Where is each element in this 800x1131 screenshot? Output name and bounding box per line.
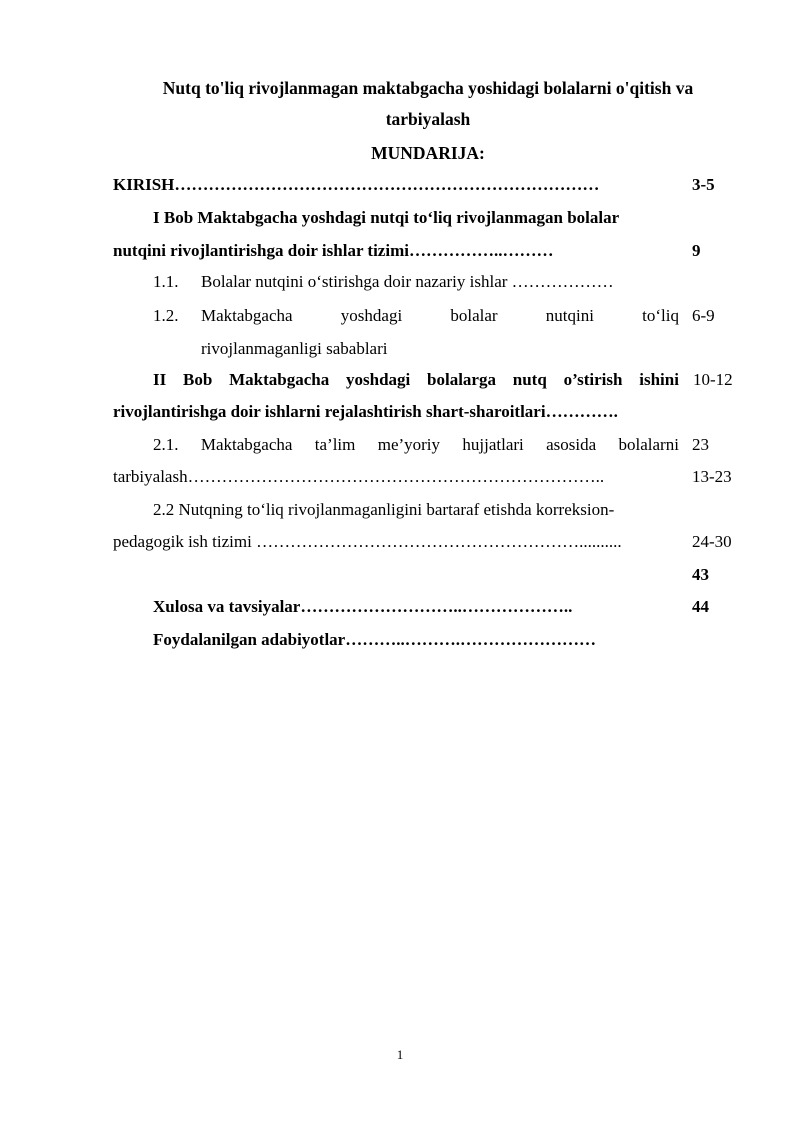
toc-bob1-line1: I Bob Maktabgacha yoshdagi nutqi to‘liq rivojlanmagan bolalar	[153, 208, 620, 227]
word: bolalar	[450, 306, 498, 325]
word: nutqini	[545, 306, 594, 325]
toc-extra-page: 43	[692, 565, 709, 584]
word: II	[153, 370, 167, 389]
toc-2-2-line2: pedagogik ish tizimi …………………………………………………..........	[113, 532, 622, 551]
word: to‘liq	[642, 306, 679, 325]
toc-bob2-line1	[153, 369, 679, 391]
toc-1-2-line2: rivojlanmaganligi sabablari	[201, 339, 388, 358]
toc-kirish-page: 3-5	[692, 175, 715, 194]
word: hujjatlari	[462, 435, 524, 454]
toc-2-1-page-a: 23	[692, 435, 709, 454]
word: ishini	[639, 370, 679, 389]
toc-xulosa: Xulosa va tavsiyalar………………………..………………..	[153, 597, 573, 616]
document-title-line2: tarbiyalash	[385, 109, 471, 129]
contents-heading: MUNDARIJA:	[371, 143, 485, 163]
toc-2-1-page-b: 13-23	[692, 467, 732, 486]
word: Bob	[183, 370, 213, 389]
word: asosida	[546, 435, 597, 454]
word: me’yoriy	[377, 435, 441, 454]
toc-foydalanilgan: Foydalanilgan adabiyotlar………..……….……………………	[153, 630, 596, 649]
toc-kirish: KIRISH…………………………………………………………………	[113, 175, 600, 194]
toc-1-1-text: Bolalar nutqini o‘stirishga doir nazariy ishlar ………………	[201, 272, 614, 291]
toc-2-1-line2: tarbiyalash………………………………………………………………..	[113, 467, 605, 486]
toc-bob2-line2: rivojlantirishga doir ishlarni rejalashtirish shart-sharoitlari………….	[113, 402, 618, 421]
toc-1-1-number: 1.1.	[153, 272, 179, 291]
toc-2-2-line1: 2.2 Nutqning to‘liq rivojlanmaganligini bartaraf etishda korreksion-	[153, 500, 615, 519]
word: 2.1.	[153, 435, 179, 454]
word: Maktabgacha	[201, 306, 293, 325]
word: Maktabgacha	[200, 435, 293, 454]
word: Maktabgacha	[229, 370, 330, 389]
page-number: 1	[396, 1047, 404, 1062]
toc-xulosa-page: 44	[692, 597, 709, 616]
word: ta’lim	[314, 435, 356, 454]
toc-1-2-line1	[201, 305, 679, 327]
toc-2-2-page: 24-30	[692, 532, 732, 551]
toc-bob2-page: 10-12	[693, 370, 733, 389]
word: nutq	[512, 370, 547, 389]
toc-bob1-page: 9	[692, 241, 701, 260]
toc-bob1-line2: nutqini rivojlantirishga doir ishlar tizimi……………..………	[113, 241, 554, 260]
toc-1-2-page: 6-9	[692, 306, 715, 325]
word: bolalarni	[618, 435, 679, 454]
word: yoshdagi	[346, 370, 411, 389]
word: o’stirish	[563, 370, 623, 389]
word: yoshdagi	[340, 306, 403, 325]
word: bolalarga	[427, 370, 496, 389]
toc-2-1-line1	[153, 434, 679, 456]
document-title-line1: Nutq to'liq rivojlanmagan maktabgacha yoshidagi bolalarni o'qitish va	[162, 78, 694, 98]
toc-1-2-number: 1.2.	[153, 306, 179, 325]
